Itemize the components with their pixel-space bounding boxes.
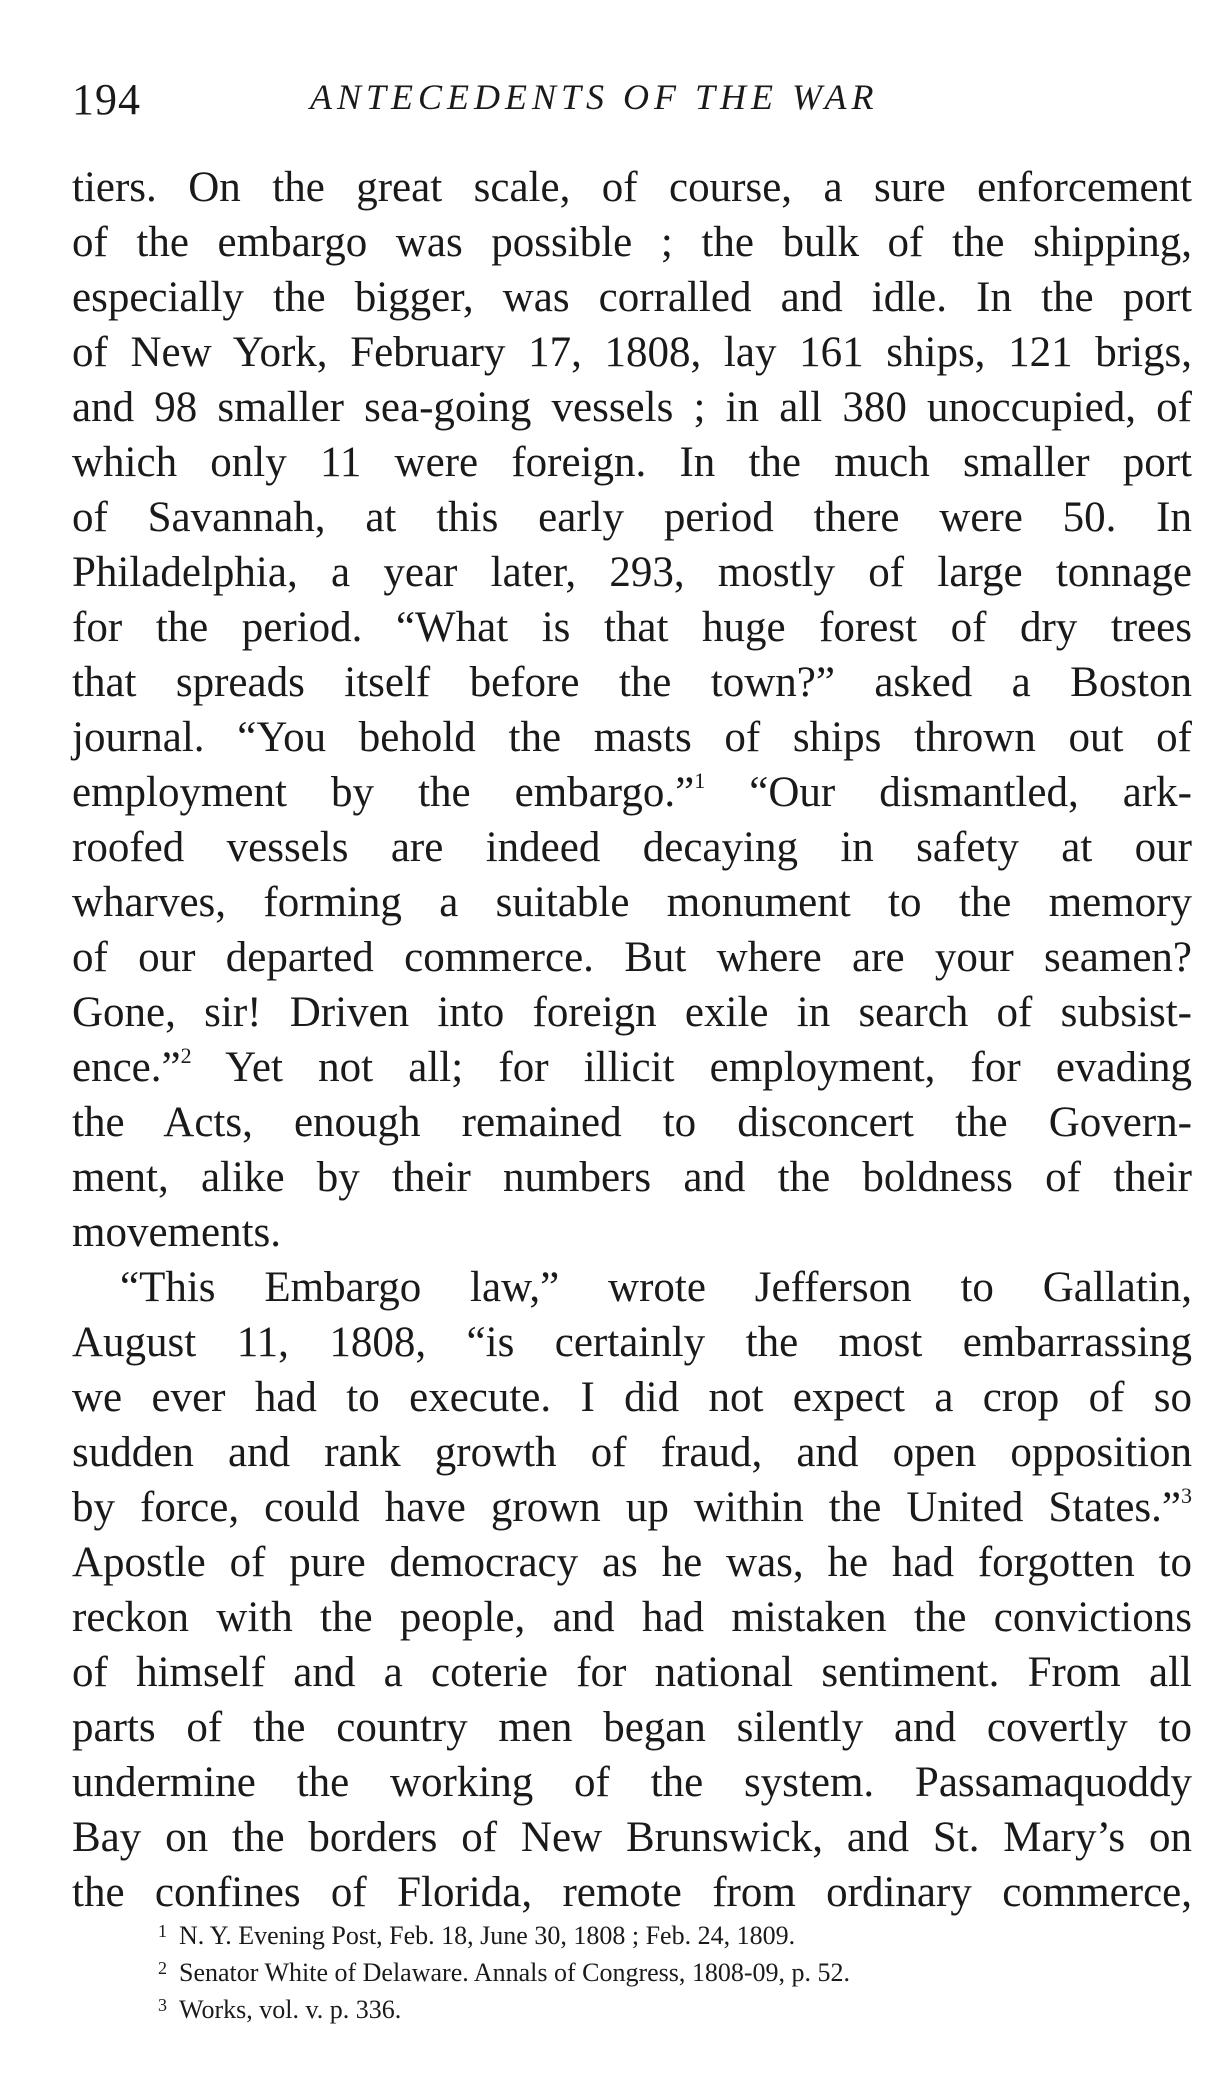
text-line [72,1370,1192,1425]
text-line [72,215,1192,270]
text-line [72,1755,1192,1810]
line-text: especially the bigger, was corralled and idle. In the port [72,274,1192,321]
text-line [72,1700,1192,1755]
text-line [72,270,1192,325]
text-line [72,1810,1192,1865]
footnote-mark: 2 [158,1958,167,1978]
line-text: we ever had to execute. I did not expect a crop of so [72,1374,1192,1421]
line-text: parts of the country men began silently and covertly to [72,1704,1192,1751]
text-line [72,600,1192,655]
line-text-continued: “Our dismantled, ark- [705,769,1192,816]
paragraph-1 [72,160,1192,1260]
text-line [72,710,1192,765]
line-text: the confines of Florida, remote from ordinary commerce, [72,1869,1192,1916]
line-text: and 98 smaller sea-going vessels ; in all 380 unoccupied, of [72,384,1192,431]
line-text: ment, alike by their numbers and the boldness of their [72,1154,1192,1201]
line-text: of Savannah, at this early period there were 50. In [72,494,1192,541]
line-text: which only 11 were foreign. In the much smaller port [72,439,1192,486]
footnote-text: N. Y. Evening Post, Feb. 18, June 30, 1808 ; Feb. 24, 1809. [179,1921,796,1950]
footnote [158,1913,1158,1950]
text-line [72,1645,1192,1700]
line-text: undermine the working of the system. Passamaquoddy [72,1759,1192,1806]
text-line [72,435,1192,490]
line-text: tiers. On the great scale, of course, a sure enforcement [72,164,1192,211]
text-line [72,1315,1192,1370]
text-line [72,655,1192,710]
line-text: roofed vessels are indeed decaying in safety at our [72,824,1192,871]
footnotes [158,1913,1158,2024]
text-line [72,1040,1192,1095]
line-text: journal. “You behold the masts of ships thrown out of [72,714,1192,761]
footnote-reference: 3 [1181,1483,1192,1508]
line-text: of New York, February 17, 1808, lay 161 ships, 121 brigs, [72,329,1192,376]
text-line [72,380,1192,435]
line-text: Philadelphia, a year later, 293, mostly of large tonnage [72,549,1192,596]
text-line [72,1480,1192,1535]
line-text-continued: Yet not all; for illicit employment, for evading [191,1044,1192,1091]
text-line [72,930,1192,985]
line-text: “This Embargo law,” wrote Jefferson to Gallatin, [120,1264,1192,1311]
text-line [72,1205,1192,1260]
footnote-text: Works, vol. v. p. 336. [179,1995,402,2024]
line-text: employment by the embargo.” [72,769,695,816]
line-text: by force, could have grown up within the United States.” [72,1484,1181,1531]
line-text: of the embargo was possible ; the bulk of the shipping, [72,219,1192,266]
line-text: Apostle of pure democracy as he was, he had forgotten to [72,1539,1192,1586]
footnote-text: Senator White of Delaware. Annals of Congress, 1808-09, p. 52. [179,1958,851,1987]
line-text: movements. [72,1209,281,1256]
line-text: sudden and rank growth of fraud, and open opposition [72,1429,1192,1476]
text-line [72,160,1192,215]
line-text: that spreads itself before the town?” asked a Boston [72,659,1192,706]
running-title: ANTECEDENTS OF THE WAR [310,77,879,117]
text-line [72,1865,1192,1920]
footnote-reference: 1 [694,768,706,793]
text-line [72,1095,1192,1150]
text-line [72,545,1192,600]
footnote [158,1950,1158,1987]
text-line [72,325,1192,380]
paragraph-2 [72,1260,1192,1920]
page-number: 194 [72,75,141,124]
line-text: wharves, forming a suitable monument to the memory [72,879,1192,926]
footnote-reference: 2 [180,1043,192,1068]
footnote [158,1987,1158,2024]
text-line [72,1590,1192,1645]
text-line [72,875,1192,930]
line-text: Gone, sir! Driven into foreign exile in search of subsist- [72,989,1192,1036]
line-text: the Acts, enough remained to disconcert the Govern- [72,1099,1192,1146]
text-line [72,490,1192,545]
text-line [72,985,1192,1040]
line-text: August 11, 1808, “is certainly the most embarrassing [72,1319,1192,1366]
line-text: for the period. “What is that huge forest of dry trees [72,604,1192,651]
text-line [72,1260,1192,1315]
footnote-mark: 3 [158,1995,167,2015]
line-text: reckon with the people, and had mistaken the convictions [72,1594,1192,1641]
body-text [72,160,1192,1920]
line-text: ence.” [72,1044,181,1091]
page-header [72,74,1192,134]
text-line [72,820,1192,875]
footnote-mark: 1 [158,1921,167,1941]
text-line [72,1150,1192,1205]
line-text: of our departed commerce. But where are your seamen? [72,934,1192,981]
line-text: Bay on the borders of New Brunswick, and St. Mary’s on [72,1814,1192,1861]
text-line [72,1425,1192,1480]
line-text: of himself and a coterie for national sentiment. From all [72,1649,1192,1696]
text-line [72,1535,1192,1590]
text-line [72,765,1192,820]
